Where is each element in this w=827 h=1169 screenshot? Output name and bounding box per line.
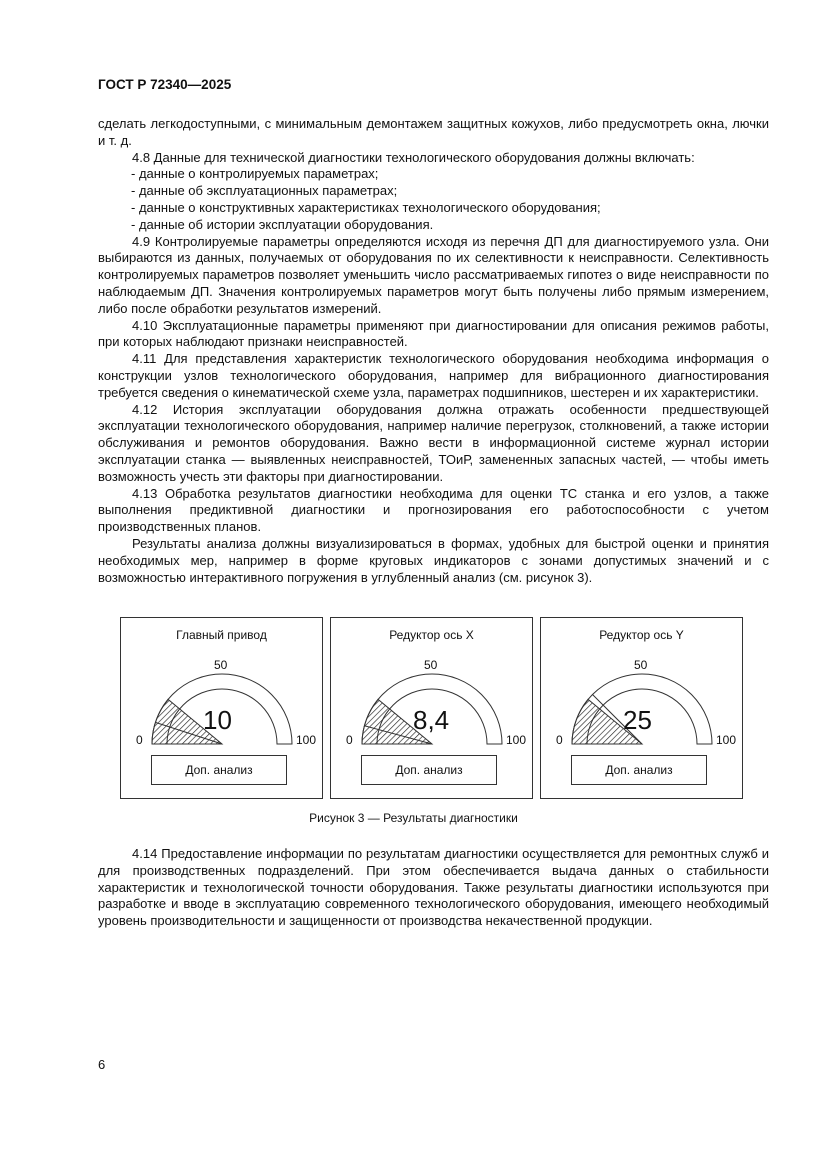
figure-caption: Рисунок 3 — Результаты диагностики: [309, 811, 518, 825]
paragraph: 4.14 Предоставление информации по результатам диагностики осуществляется для ремонтных служб и для производственных подразделений. При этом обеспечивается выдача данных о стабильности характеристик и технологической точности оборудования. Также результаты диагностики используются при разработке и вводе в эксплуатацию современного технологического оборудования, имеющего необходимый уровень производительности и защищенности от производства некачественной продукции.: [98, 846, 769, 929]
scale-mid-label: 50: [214, 658, 228, 672]
gauge-title: Редуктор ось X: [389, 628, 474, 642]
gauge-panel-reducer-x: [330, 617, 533, 799]
additional-analysis-button[interactable]: Доп. анализ: [151, 755, 287, 785]
gauge-panel-main-drive: [120, 617, 323, 799]
paragraph: сделать легкодоступными, с минимальным демонтажем защитных кожухов, либо предусмотреть окна, лючки и т. д.: [98, 116, 769, 148]
body-text-bottom: [98, 846, 769, 930]
list-item: - данные об истории эксплуатации оборудования.: [131, 216, 434, 232]
scale-max-label: 100: [716, 733, 737, 747]
gauge-value: 10: [203, 705, 232, 735]
paragraph: 4.11 Для представления характеристик технологического оборудования необходима информация о конструкции узлов технологического оборудования, например для вибрационного диагностирования требуется сведения о кинематической схеме узла, параметрах подшипников, шестерен и их характеристики.: [98, 351, 769, 400]
gauge-title: Редуктор ось Y: [599, 628, 684, 642]
scale-mid-label: 50: [634, 658, 648, 672]
gauge-panel-reducer-y: [540, 617, 743, 799]
list-item: - данные о контролируемых параметрах;: [131, 166, 379, 182]
scale-min-label: 0: [136, 733, 143, 747]
list-item: - данные об эксплуатационных параметрах;: [131, 183, 398, 199]
paragraph: 4.10 Эксплуатационные параметры применяют при диагностировании для описания режимов работы, при которых наблюдают признаки неисправностей.: [98, 317, 769, 350]
scale-max-label: 100: [296, 733, 317, 747]
list-item: - данные о конструктивных характеристиках технологического оборудования;: [131, 199, 601, 215]
document-header: ГОСТ Р 72340—2025: [98, 77, 232, 92]
additional-analysis-button[interactable]: Доп. анализ: [571, 755, 707, 785]
paragraph: Результаты анализа должны визуализироваться в формах, удобных для быстрой оценки и принятия необходимых мер, например в форме круговых индикаторов с зонами допустимых значений и с возможностью интерактивного погружения в углубленный анализ (см. рисунок 3).: [98, 535, 769, 585]
paragraph: 4.9 Контролируемые параметры определяются исходя из перечня ДП для диагностируемого узла. Они выбираются из данных, получаемых от оборудования по их селективности к неисправности. Селективность контролируемых параметров позволяет уменьшить число рассматриваемых гипотез о виде неисправности по наблюдаемым ДП. Значения контролируемых параметров могут быть получены либо прямым измерением, либо после обработки результатов измерений.: [98, 233, 769, 316]
paragraph: 4.8 Данные для технической диагностики технологического оборудования должны включать:: [132, 149, 695, 165]
scale-min-label: 0: [556, 733, 563, 747]
diagnostics-figure: [120, 617, 744, 801]
paragraph: 4.12 История эксплуатации оборудования должна отражать особенности предшествующей эксплуатации технологического оборудования, например наличие перегрузок, столкновений, а также истории обслуживания и ремонтов оборудования. Важно вести в информационной системе журнал истории эксплуатации станка — выявленных неисправностей, ТОиР, замененных запасных частей, — чтобы иметь возможность учесть эти факторы при диагностировании.: [98, 401, 769, 484]
gauge-value: 8,4: [413, 705, 450, 735]
paragraph: 4.13 Обработка результатов диагностики необходима для оценки ТС станка и его узлов, а также выполнения предиктивной диагностики и прогнозирования его работоспособности с учетом производственных планов.: [98, 485, 769, 535]
additional-analysis-button[interactable]: Доп. анализ: [361, 755, 497, 785]
scale-min-label: 0: [346, 733, 353, 747]
scale-max-label: 100: [506, 733, 527, 747]
page-number: 6: [98, 1057, 106, 1072]
gauge-value: 25: [623, 705, 652, 735]
scale-mid-label: 50: [424, 658, 438, 672]
gauge-title: Главный привод: [176, 628, 267, 642]
body-text-top: [98, 116, 769, 586]
